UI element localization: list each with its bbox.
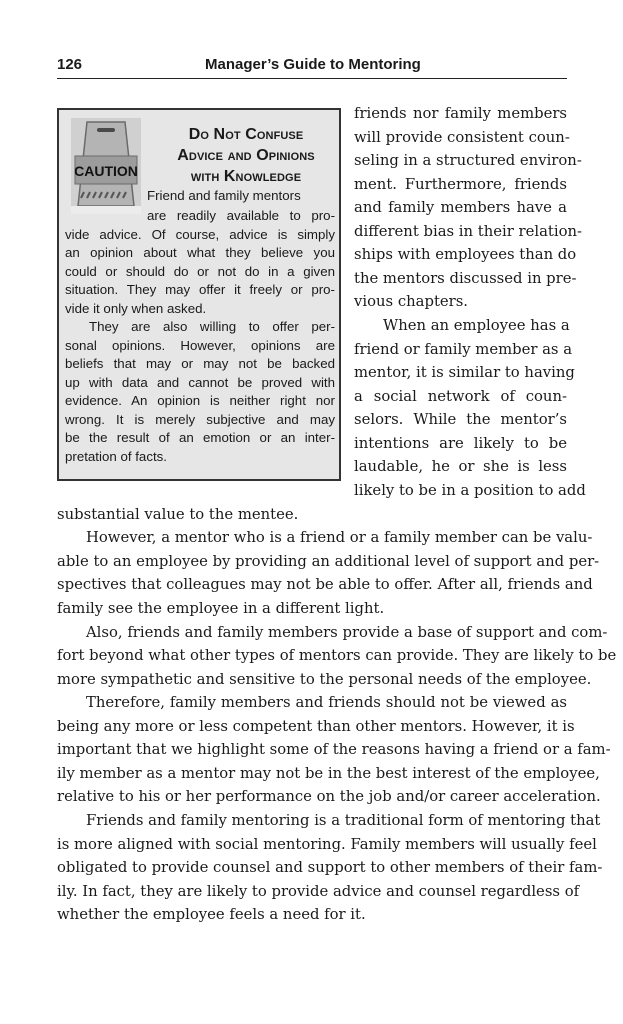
body-text-line: friends nor family members xyxy=(354,105,567,122)
body-text-line: Friends and family mentoring is a traditional form of mentoring that xyxy=(86,812,601,829)
body-text-line: laudable, he or she is less xyxy=(354,458,567,475)
body-text-line: Also, friends and family members provide a base of support and com- xyxy=(86,624,608,641)
body-text-line: ment. Furthermore, friends xyxy=(354,176,567,193)
caution-text-line: beliefs that may or may not be backed xyxy=(65,356,335,371)
body-text-line: is more aligned with social mentoring. Family members will usually feel xyxy=(57,836,597,853)
body-text-line: ships with employees than do xyxy=(354,246,577,263)
body-text-line: a social network of coun- xyxy=(354,388,567,405)
body-text-line: different bias in their relation- xyxy=(354,223,583,240)
caution-text-line: situation. They may offer it freely or pro- xyxy=(65,282,335,297)
body-text-line: seling in a structured environ- xyxy=(354,152,582,169)
body-text-line: being any more or less competent than other mentors. However, it is xyxy=(57,718,575,735)
caution-title-line: with Knowledge xyxy=(190,168,302,185)
body-text-line: will provide consistent coun- xyxy=(354,129,570,146)
caution-text-line: wrong. It is merely subjective and may xyxy=(65,412,335,427)
body-text-line: whether the employee feels a need for it. xyxy=(57,906,366,923)
body-text-line: obligated to provide counsel and support to other members of their fam- xyxy=(57,859,603,876)
caution-text-line: pretation of facts. xyxy=(65,449,167,464)
body-text-line: Therefore, family members and friends should not be viewed as xyxy=(86,694,567,711)
body-text-line: ily. In fact, they are likely to provide advice and counsel regardless of xyxy=(57,883,580,900)
caution-text-line: could or should do or not do in a given xyxy=(65,264,335,279)
caution-text-line: evidence. An opinion is neither right nor xyxy=(65,393,335,408)
body-text-line: family see the employee in a different light. xyxy=(57,600,385,617)
body-text-line: substantial value to the mentee. xyxy=(57,506,299,523)
body-text-line: the mentors discussed in pre- xyxy=(354,270,577,287)
body-text-line: intentions are likely to be xyxy=(354,435,567,452)
page-number: 126 xyxy=(57,56,83,73)
caution-sign-label: CAUTION xyxy=(74,163,138,179)
body-text-line: likely to be in a position to add xyxy=(354,482,586,499)
caution-text-line: an opinion about what they believe you xyxy=(65,245,335,260)
body-text-line: When an employee has a xyxy=(383,317,570,334)
body-text-line: vious chapters. xyxy=(354,293,469,310)
caution-text-line: They are also willing to offer per- xyxy=(89,319,335,334)
body-text-line: and family members have a xyxy=(354,199,567,216)
caution-text-line: vide it only when asked. xyxy=(65,301,207,316)
body-text-line: relative to his or her performance on the job and/or career acceleration. xyxy=(57,788,601,805)
caution-title-line: Do Not Confuse xyxy=(188,126,304,143)
caution-text-line: Friend and family mentors xyxy=(147,188,301,203)
running-title: Manager’s Guide to Mentoring xyxy=(205,56,421,73)
body-text-line: selors. While the mentor’s xyxy=(354,411,567,428)
caution-title xyxy=(155,124,337,187)
caution-text-line: up with data and cannot be proved with xyxy=(65,375,335,390)
body-text-line: spectives that colleagues may not be able to offer. After all, friends and xyxy=(57,576,593,593)
body-text-line: However, a mentor who is a friend or a family member can be valu- xyxy=(86,529,593,546)
body-text-line: friend or family member as a xyxy=(354,341,573,358)
body-text-line: able to an employee by providing an additional level of support and per- xyxy=(57,553,600,570)
body-text-line: important that we highlight some of the reasons having a friend or a fam- xyxy=(57,741,611,758)
body-text-line: mentor, it is similar to having xyxy=(354,364,575,381)
caution-text-line: be the result of an emotion or an inter- xyxy=(65,430,335,445)
running-header xyxy=(57,54,567,79)
body-text-line: fort beyond what other types of mentors can provide. They are likely to be xyxy=(57,647,617,664)
caution-title-line: Advice and Opinions xyxy=(177,147,315,164)
body-text-line: more sympathetic and sensitive to the personal needs of the employee. xyxy=(57,671,592,688)
body-text-line: ily member as a mentor may not be in the best interest of the employee, xyxy=(57,765,600,782)
caution-sign-icon xyxy=(71,118,141,214)
caution-text-line: sonal opinions. However, opinions are xyxy=(65,338,335,353)
caution-text-line: are readily available to pro- xyxy=(147,208,335,223)
caution-sidebar xyxy=(57,108,341,481)
caution-text-line: vide advice. Of course, advice is simply xyxy=(65,227,335,242)
